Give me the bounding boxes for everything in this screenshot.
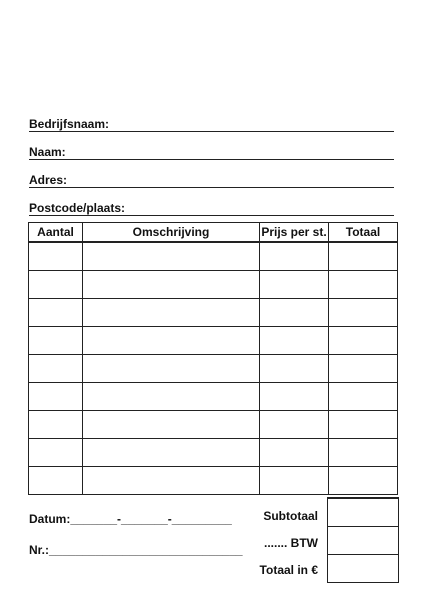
quantity-cell[interactable] [29, 467, 83, 495]
table-header-row [29, 223, 398, 243]
description-cell[interactable] [83, 355, 260, 383]
description-cell[interactable] [83, 271, 260, 299]
company-name-field[interactable] [29, 114, 394, 132]
unit-price-cell[interactable] [260, 299, 329, 327]
unit-price-cell[interactable] [260, 355, 329, 383]
company-name-label: Bedrijfsnaam: [29, 117, 110, 131]
total-cell[interactable] [329, 299, 398, 327]
description-cell[interactable] [83, 299, 260, 327]
address-field[interactable] [29, 170, 394, 188]
total-cell[interactable] [329, 411, 398, 439]
total-cell[interactable] [329, 271, 398, 299]
table-row [29, 327, 398, 355]
postcode-city-label: Postcode/plaats: [29, 201, 126, 215]
quantity-cell[interactable] [29, 242, 83, 271]
quantity-cell[interactable] [29, 327, 83, 355]
vat-label: ....... BTW [264, 536, 318, 550]
quantity-cell[interactable] [29, 439, 83, 467]
quantity-cell[interactable] [29, 383, 83, 411]
invoice-items-table [28, 222, 398, 495]
table-row [29, 271, 398, 299]
postcode-city-line [29, 215, 394, 216]
column-header-unit-price: Prijs per st. [260, 223, 329, 243]
subtotal-label: Subtotaal [263, 509, 318, 523]
total-cell[interactable] [329, 355, 398, 383]
description-cell[interactable] [83, 383, 260, 411]
name-field[interactable] [29, 142, 394, 160]
unit-price-cell[interactable] [260, 327, 329, 355]
table-row [29, 299, 398, 327]
quantity-cell[interactable] [29, 299, 83, 327]
table-row [29, 439, 398, 467]
quantity-cell[interactable] [29, 355, 83, 383]
table-row [29, 355, 398, 383]
quantity-cell[interactable] [29, 411, 83, 439]
total-cell[interactable] [329, 242, 398, 271]
column-header-total: Totaal [329, 223, 398, 243]
date-field[interactable]: Datum:_______-_______-_________ [29, 512, 232, 526]
total-cell[interactable] [329, 383, 398, 411]
quantity-cell[interactable] [29, 271, 83, 299]
description-cell[interactable] [83, 411, 260, 439]
unit-price-cell[interactable] [260, 242, 329, 271]
total-cell[interactable] [329, 439, 398, 467]
unit-price-cell[interactable] [260, 467, 329, 495]
company-name-line [29, 131, 394, 132]
table-row [29, 242, 398, 271]
table-row [29, 467, 398, 495]
totals-box [327, 497, 399, 583]
address-label: Adres: [29, 173, 68, 187]
description-cell[interactable] [83, 467, 260, 495]
unit-price-cell[interactable] [260, 271, 329, 299]
table-body [29, 242, 398, 495]
total-cell[interactable] [329, 467, 398, 495]
description-cell[interactable] [83, 242, 260, 271]
table-row [29, 383, 398, 411]
unit-price-cell[interactable] [260, 439, 329, 467]
unit-price-cell[interactable] [260, 411, 329, 439]
name-label: Naam: [29, 145, 66, 159]
postcode-city-field[interactable] [29, 198, 394, 216]
unit-price-cell[interactable] [260, 383, 329, 411]
column-header-quantity: Aantal [29, 223, 83, 243]
description-cell[interactable] [83, 439, 260, 467]
total-label: Totaal in € [259, 563, 318, 577]
total-cell[interactable] [329, 327, 398, 355]
address-line [29, 187, 394, 188]
column-header-description: Omschrijving [83, 223, 260, 243]
subtotal-value-cell[interactable] [328, 499, 398, 527]
invoice-number-field[interactable]: Nr.:_____________________________ [29, 543, 243, 557]
description-cell[interactable] [83, 327, 260, 355]
name-line [29, 159, 394, 160]
table-row [29, 411, 398, 439]
total-value-cell[interactable] [328, 555, 398, 583]
vat-value-cell[interactable] [328, 527, 398, 555]
